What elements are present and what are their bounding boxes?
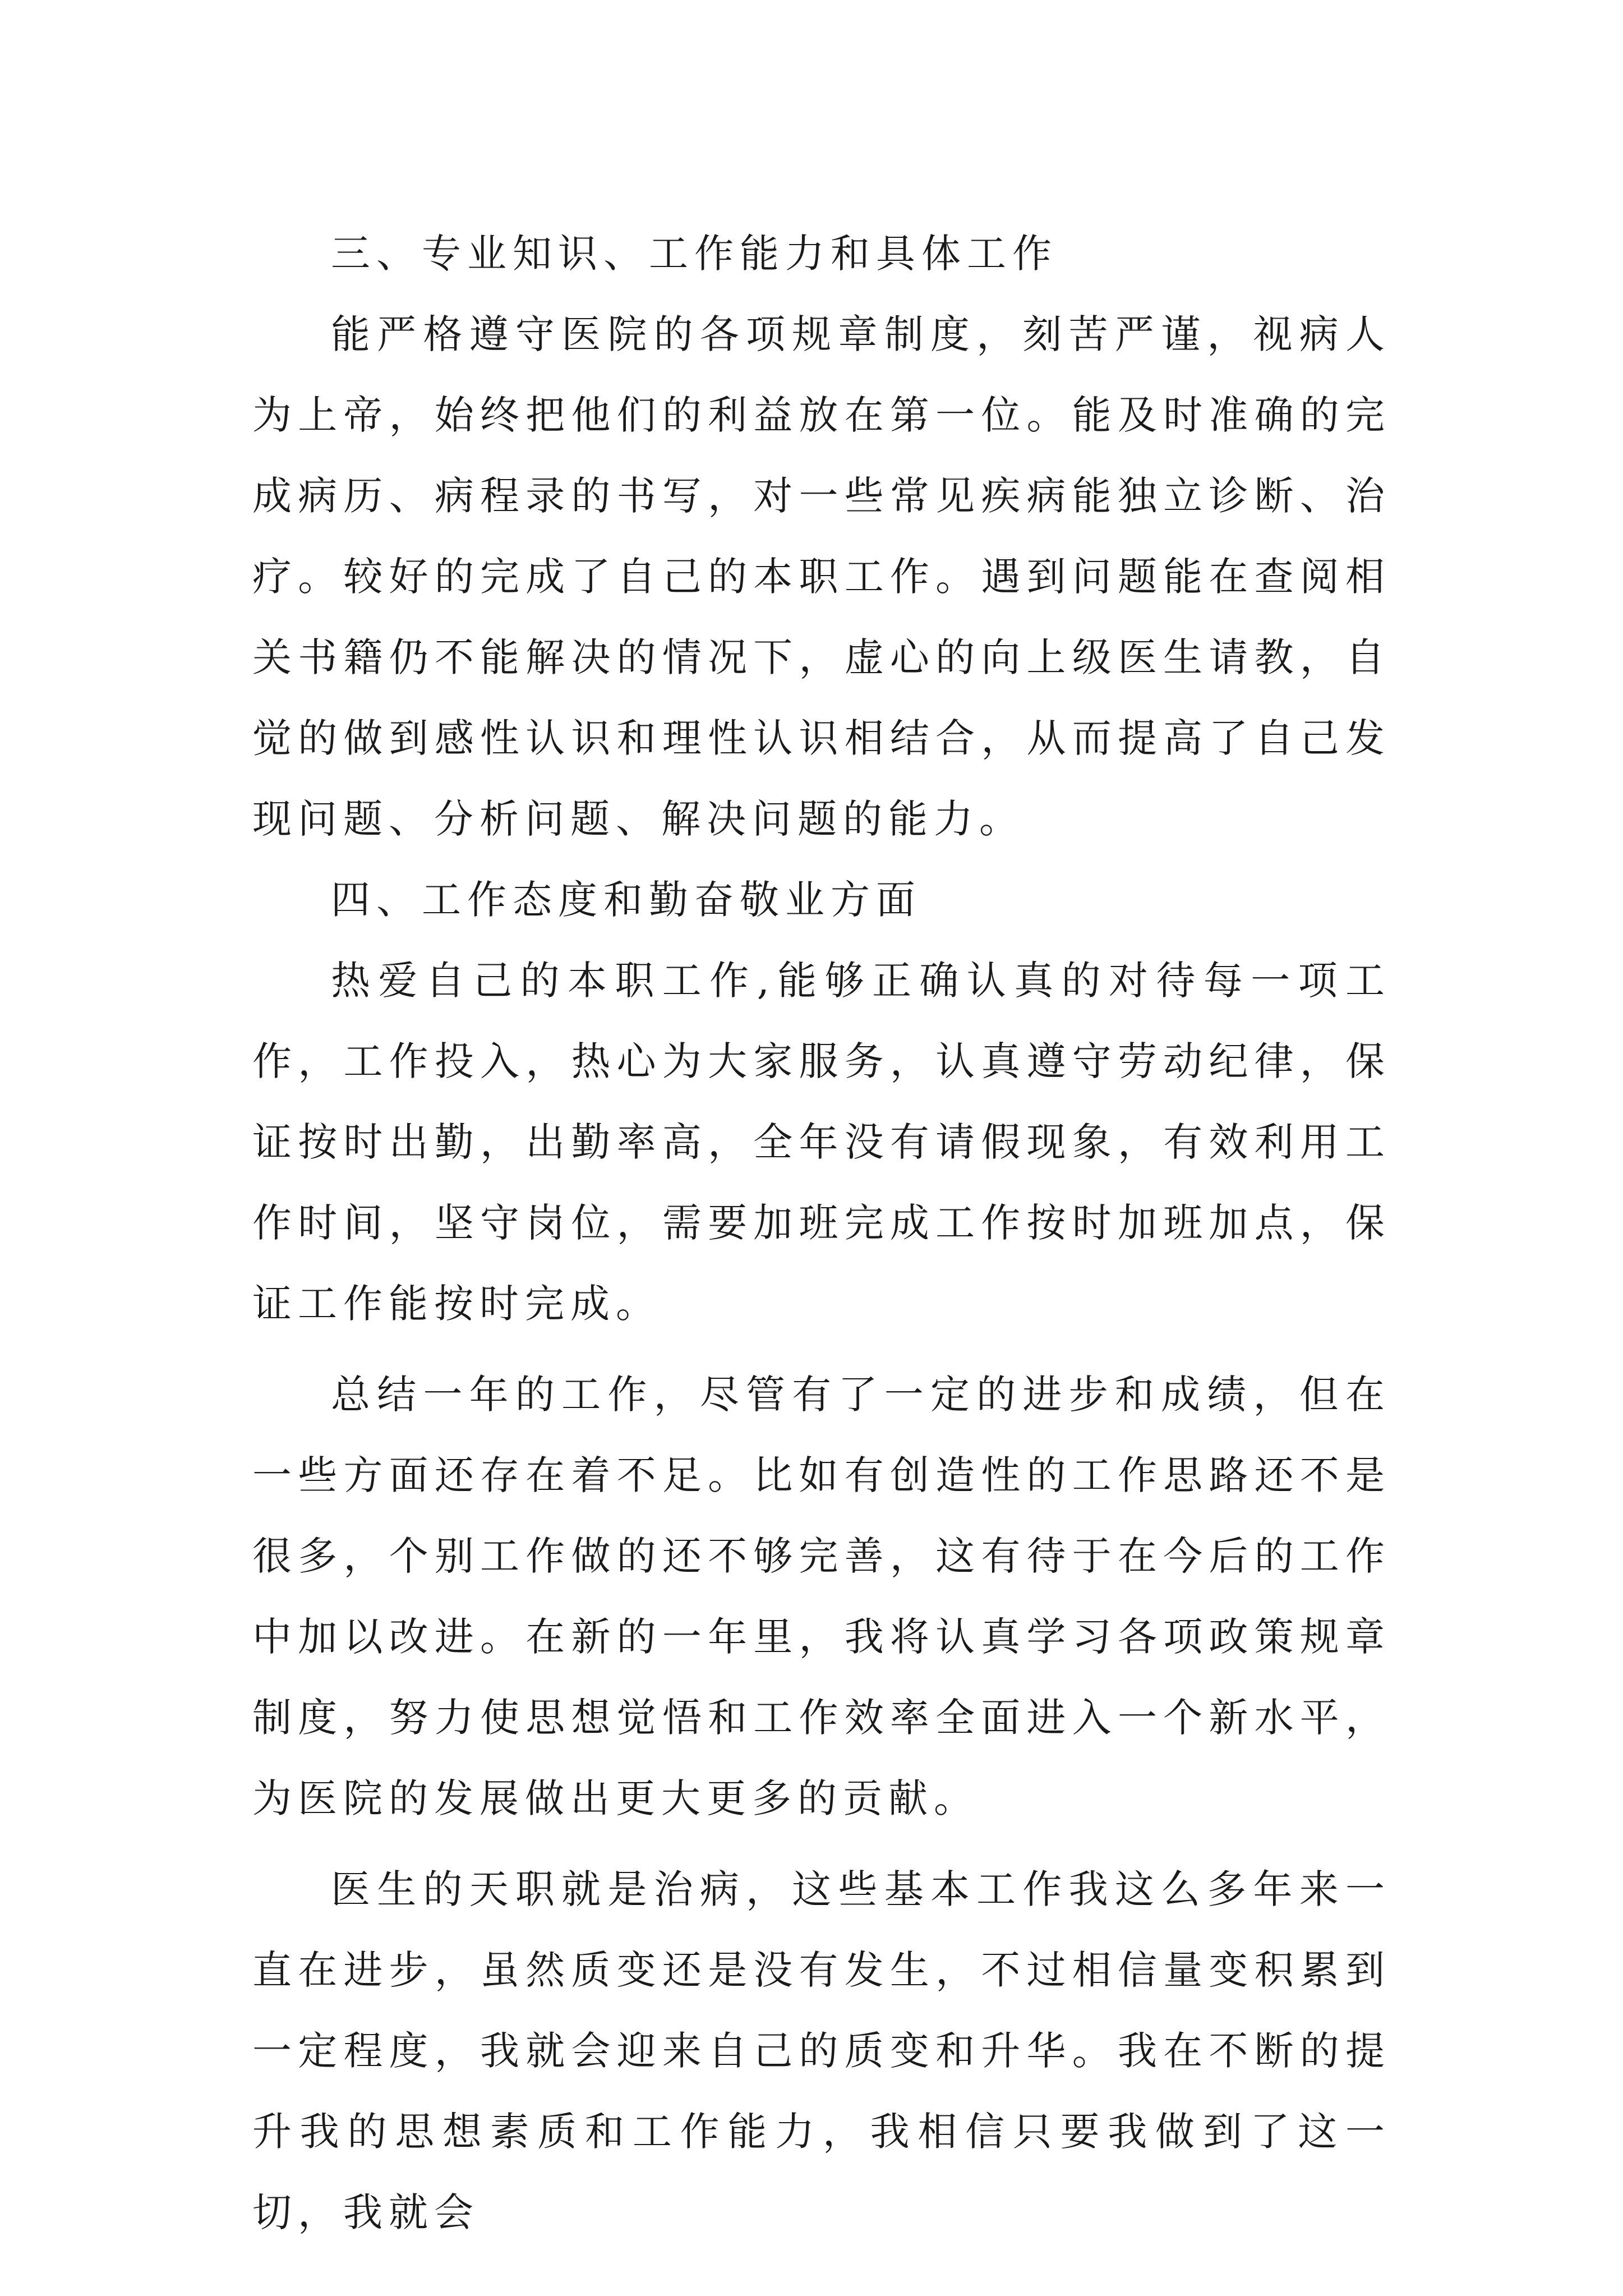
paragraph-year-summary: 总结一年的工作，尽管有了一定的进步和成绩，但在一些方面还存在着不足。比如有创造性的工作思路还不是很多，个别工作做的还不够完善，这有待于在今后的工作中加以改进。在新的一年里，我将认真学习各项政策规章制度，努力使思想觉悟和工作效率全面进入一个新水平，为医院的发展做出更大更多的贡献。	[252, 1372, 1391, 1821]
paragraph-work-attitude: 热爱自己的本职工作,能够正确认真的对待每一项工作，工作投入，热心为大家服务，认真遵守劳动纪律，保证按时出勤，出勤率高，全年没有请假现象，有效利用工作时间，坚守岗位，需要加班完成工作按时加班加点，保证工作能按时完成。	[252, 958, 1391, 1327]
section-heading-4: 四、工作态度和勤奋敬业方面	[331, 877, 921, 923]
paragraph-doctor-duty: 医生的天职就是治病，这些基本工作我这么多年来一直在进步，虽然质变还是没有发生，不过相信量变积累到一定程度，我就会迎来自己的质变和升华。我在不断的提升我的思想素质和工作能力，我相信只要我做到了这一切，我就会	[252, 1866, 1391, 2235]
document-body	[252, 213, 1391, 2253]
section-heading-3: 三、专业知识、工作能力和具体工作	[331, 231, 1058, 277]
paragraph-professional-work: 能严格遵守医院的各项规章制度，刻苦严谨，视病人为上帝，始终把他们的利益放在第一位。能及时准确的完成病历、病程录的书写，对一些常见疾病能独立诊断、治疗。较好的完成了自己的本职工作。遇到问题能在查阅相关书籍仍不能解决的情况下，虚心的向上级医生请教，自觉的做到感性认识和理性认识相结合，从而提高了自己发现问题、分析问题、解决问题的能力。	[252, 311, 1391, 842]
